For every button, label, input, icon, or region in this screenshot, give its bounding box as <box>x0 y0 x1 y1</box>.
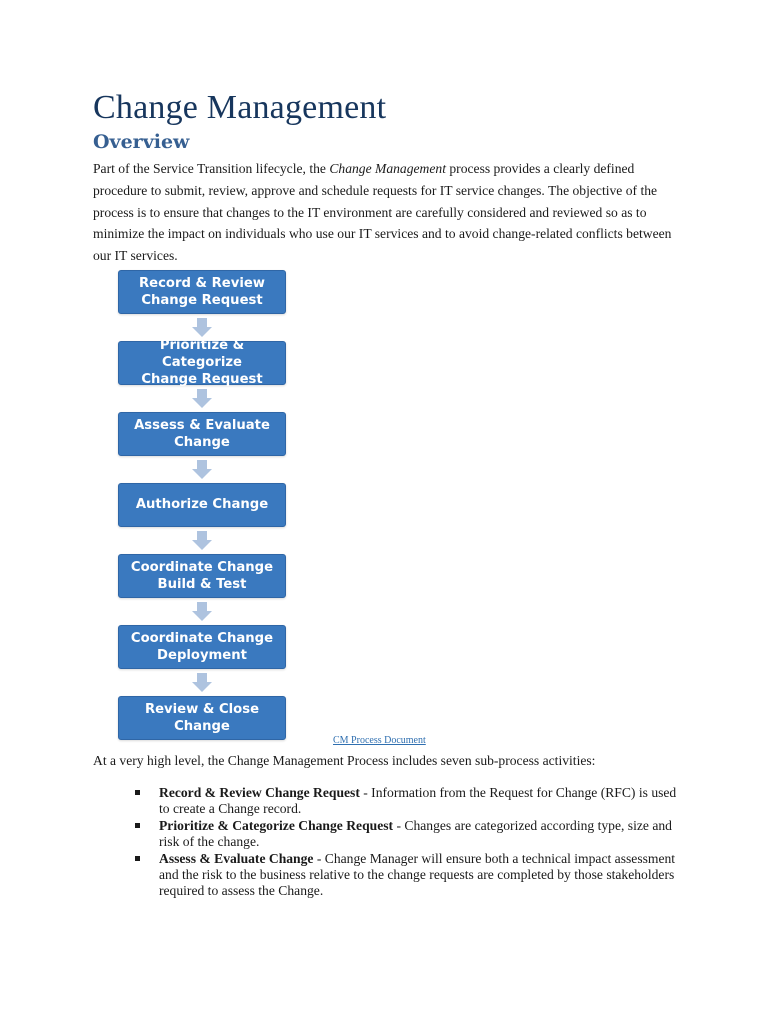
flow-step-record-review: Record & Review Change Request <box>118 270 286 314</box>
overview-paragraph <box>93 158 683 267</box>
flow-step-build-test: Coordinate Change Build & Test <box>118 554 286 598</box>
list-item-text: - Information from the Request for Change (RFC) is used to create a Change record. <box>159 785 677 817</box>
list-item-text: - Change Manager will ensure both a technical impact assessment and the risk to the business relative to the change requests are completed by those stakeholders required to assess the Change. <box>159 850 676 899</box>
subprocess-list <box>93 785 683 900</box>
page-title: Change Management <box>93 89 387 126</box>
flow-arrow <box>118 385 286 412</box>
flow-step-deployment: Coordinate Change Deployment <box>118 625 286 669</box>
list-item <box>93 785 683 818</box>
overview-heading: Overview <box>93 131 190 153</box>
flow-arrow <box>118 669 286 696</box>
document-page <box>93 88 683 899</box>
flow-arrow <box>118 456 286 483</box>
cm-process-document-link[interactable]: CM Process Document <box>333 735 426 746</box>
flow-step-review-close: Review & Close Change <box>118 696 286 740</box>
overview-text-suffix: process provides a clearly defined procedure to submit, review, approve and schedule requests for IT service changes. The objective of the process is to ensure that changes to the IT environment are carefully considered and reviewed so as to minimize the impact on individuals who use our IT services and to avoid change-related conflicts between our IT services. <box>93 161 672 264</box>
list-item-term: Record & Review Change Request <box>159 785 360 800</box>
list-item-text: - Changes are categorized according type, size and risk of the change. <box>159 817 672 850</box>
bullet-square-icon <box>135 790 140 795</box>
list-item <box>93 851 683 900</box>
down-arrow-icon <box>192 318 212 337</box>
down-arrow-icon <box>192 531 212 550</box>
flow-arrow <box>118 314 286 341</box>
list-item-term: Assess & Evaluate Change <box>159 850 314 866</box>
down-arrow-icon <box>192 602 212 621</box>
intro-text: At a very high level, the Change Management Process includes seven sub-process activities: <box>93 753 596 768</box>
down-arrow-icon <box>192 389 212 408</box>
overview-text-italic: Change Management <box>329 161 446 176</box>
flow-step-authorize: Authorize Change <box>118 483 286 527</box>
overview-text-prefix: Part of the Service Transition lifecycle, the <box>93 161 330 176</box>
flow-step-assess-evaluate: Assess & Evaluate Change <box>118 412 286 456</box>
process-flowchart <box>118 270 318 740</box>
down-arrow-icon <box>192 460 212 479</box>
list-item-term: Prioritize & Categorize Change Request <box>159 817 394 833</box>
flow-step-prioritize-categorize: Prioritize & Categorize Change Request <box>118 341 286 385</box>
bullet-square-icon <box>135 856 140 861</box>
list-item <box>93 818 683 851</box>
down-arrow-icon <box>192 673 212 692</box>
flow-arrow <box>118 527 286 554</box>
bullet-square-icon <box>135 823 140 828</box>
flow-arrow <box>118 598 286 625</box>
